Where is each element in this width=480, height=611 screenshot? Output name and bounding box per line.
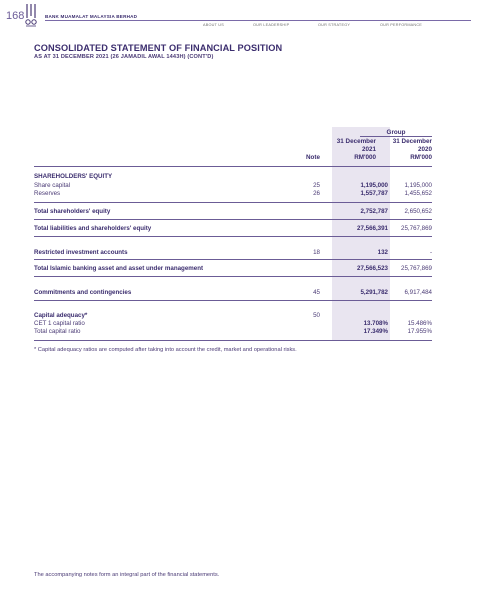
nav-our-strategy[interactable]: OUR STRATEGY [318,23,351,27]
row-label: Reserves [34,190,61,197]
row-value-2021: 27,566,391 [357,225,388,232]
row-note: 25 [313,182,320,189]
row-label: Share capital [34,182,71,189]
row-label: SHAREHOLDERS' EQUITY [34,173,113,180]
page-number: 168 [6,10,25,22]
row-divider [34,340,432,341]
bank-logo-icon [23,3,39,27]
nav-our-leadership[interactable]: OUR LEADERSHIP [253,23,290,27]
row-value-2020: 25,767,869 [401,225,432,232]
row-note: 50 [313,312,320,319]
row-value-2021: 27,566,523 [357,265,388,272]
bank-name: BANK MUAMALAT MALAYSIA BERHAD [45,14,138,19]
col-2020-header-line1: 31 December [392,138,432,145]
row-label: Total Islamic banking asset and asset under management [34,265,204,272]
note-header: Note [306,154,320,161]
row-label: CET 1 capital ratio [34,320,85,327]
row-label: Restricted investment accounts [34,249,128,256]
col-2020-header-line2: 2020 [417,146,432,153]
row-note: 18 [313,249,320,256]
col-2021-header-line2: 2021 [361,146,376,153]
table-row [34,264,432,273]
row-value-2021: 132 [377,249,388,256]
row-value-2021: 17.349% [363,328,388,335]
group-underline [360,136,432,137]
row-divider [34,259,432,260]
row-value-2020: 15.486% [407,320,432,327]
row-label: Capital adequacy* [34,312,88,319]
row-note: 26 [313,190,320,197]
group-header: Group [386,129,406,136]
header-rule [34,166,432,167]
row-value-2020: 2,650,652 [404,208,432,215]
table-row [34,189,432,198]
table-row [34,248,432,257]
table-row [34,288,432,297]
row-value-2020: - [429,249,432,256]
row-value-2020: 17.955% [407,328,432,335]
row-divider [34,236,432,237]
table-row [34,207,432,216]
row-value-2021: 1,557,787 [360,190,388,197]
table-row [34,327,432,336]
row-label: Total shareholders' equity [34,208,111,215]
nav-our-performance[interactable]: OUR PERFORMANCE [380,23,423,27]
row-label: Total capital ratio [34,328,81,335]
row-value-2021: 2,752,787 [360,208,388,215]
row-divider [34,202,432,203]
row-value-2021: 13.708% [363,320,388,327]
row-divider [34,219,432,220]
row-label: Total liabilities and shareholders' equity [34,225,152,232]
row-value-2021: 1,195,000 [360,182,388,189]
col-2021-header-line1: 31 December [336,138,376,145]
row-value-2020: 1,455,652 [404,190,432,197]
row-value-2020: 6,917,484 [404,289,432,296]
header-divider [45,20,471,21]
footnote: * Capital adequacy ratios are computed after taking into account the credit, market and operational risks. [34,347,297,353]
row-value-2020: 1,195,000 [404,182,432,189]
row-divider [34,276,432,277]
row-label: Commitments and contingencies [34,289,132,296]
nav-about-us[interactable]: ABOUT US [203,23,224,27]
bottom-note: The accompanying notes form an integral part of the financial statements. [34,572,220,578]
table-row [34,172,432,181]
col-2020-header-line3: RM'000 [410,154,432,161]
row-value-2020: 25,767,869 [401,265,432,272]
row-divider [34,300,432,301]
table-row [34,224,432,233]
page-subtitle: AS AT 31 DECEMBER 2021 (26 JAMADIL AWAL 1443H) (CONT'D) [34,54,214,60]
row-value-2021: 5,291,782 [360,289,388,296]
page-title: CONSOLIDATED STATEMENT OF FINANCIAL POSITION [34,43,283,53]
row-note: 45 [313,289,320,296]
col-2021-header-line3: RM'000 [354,154,376,161]
